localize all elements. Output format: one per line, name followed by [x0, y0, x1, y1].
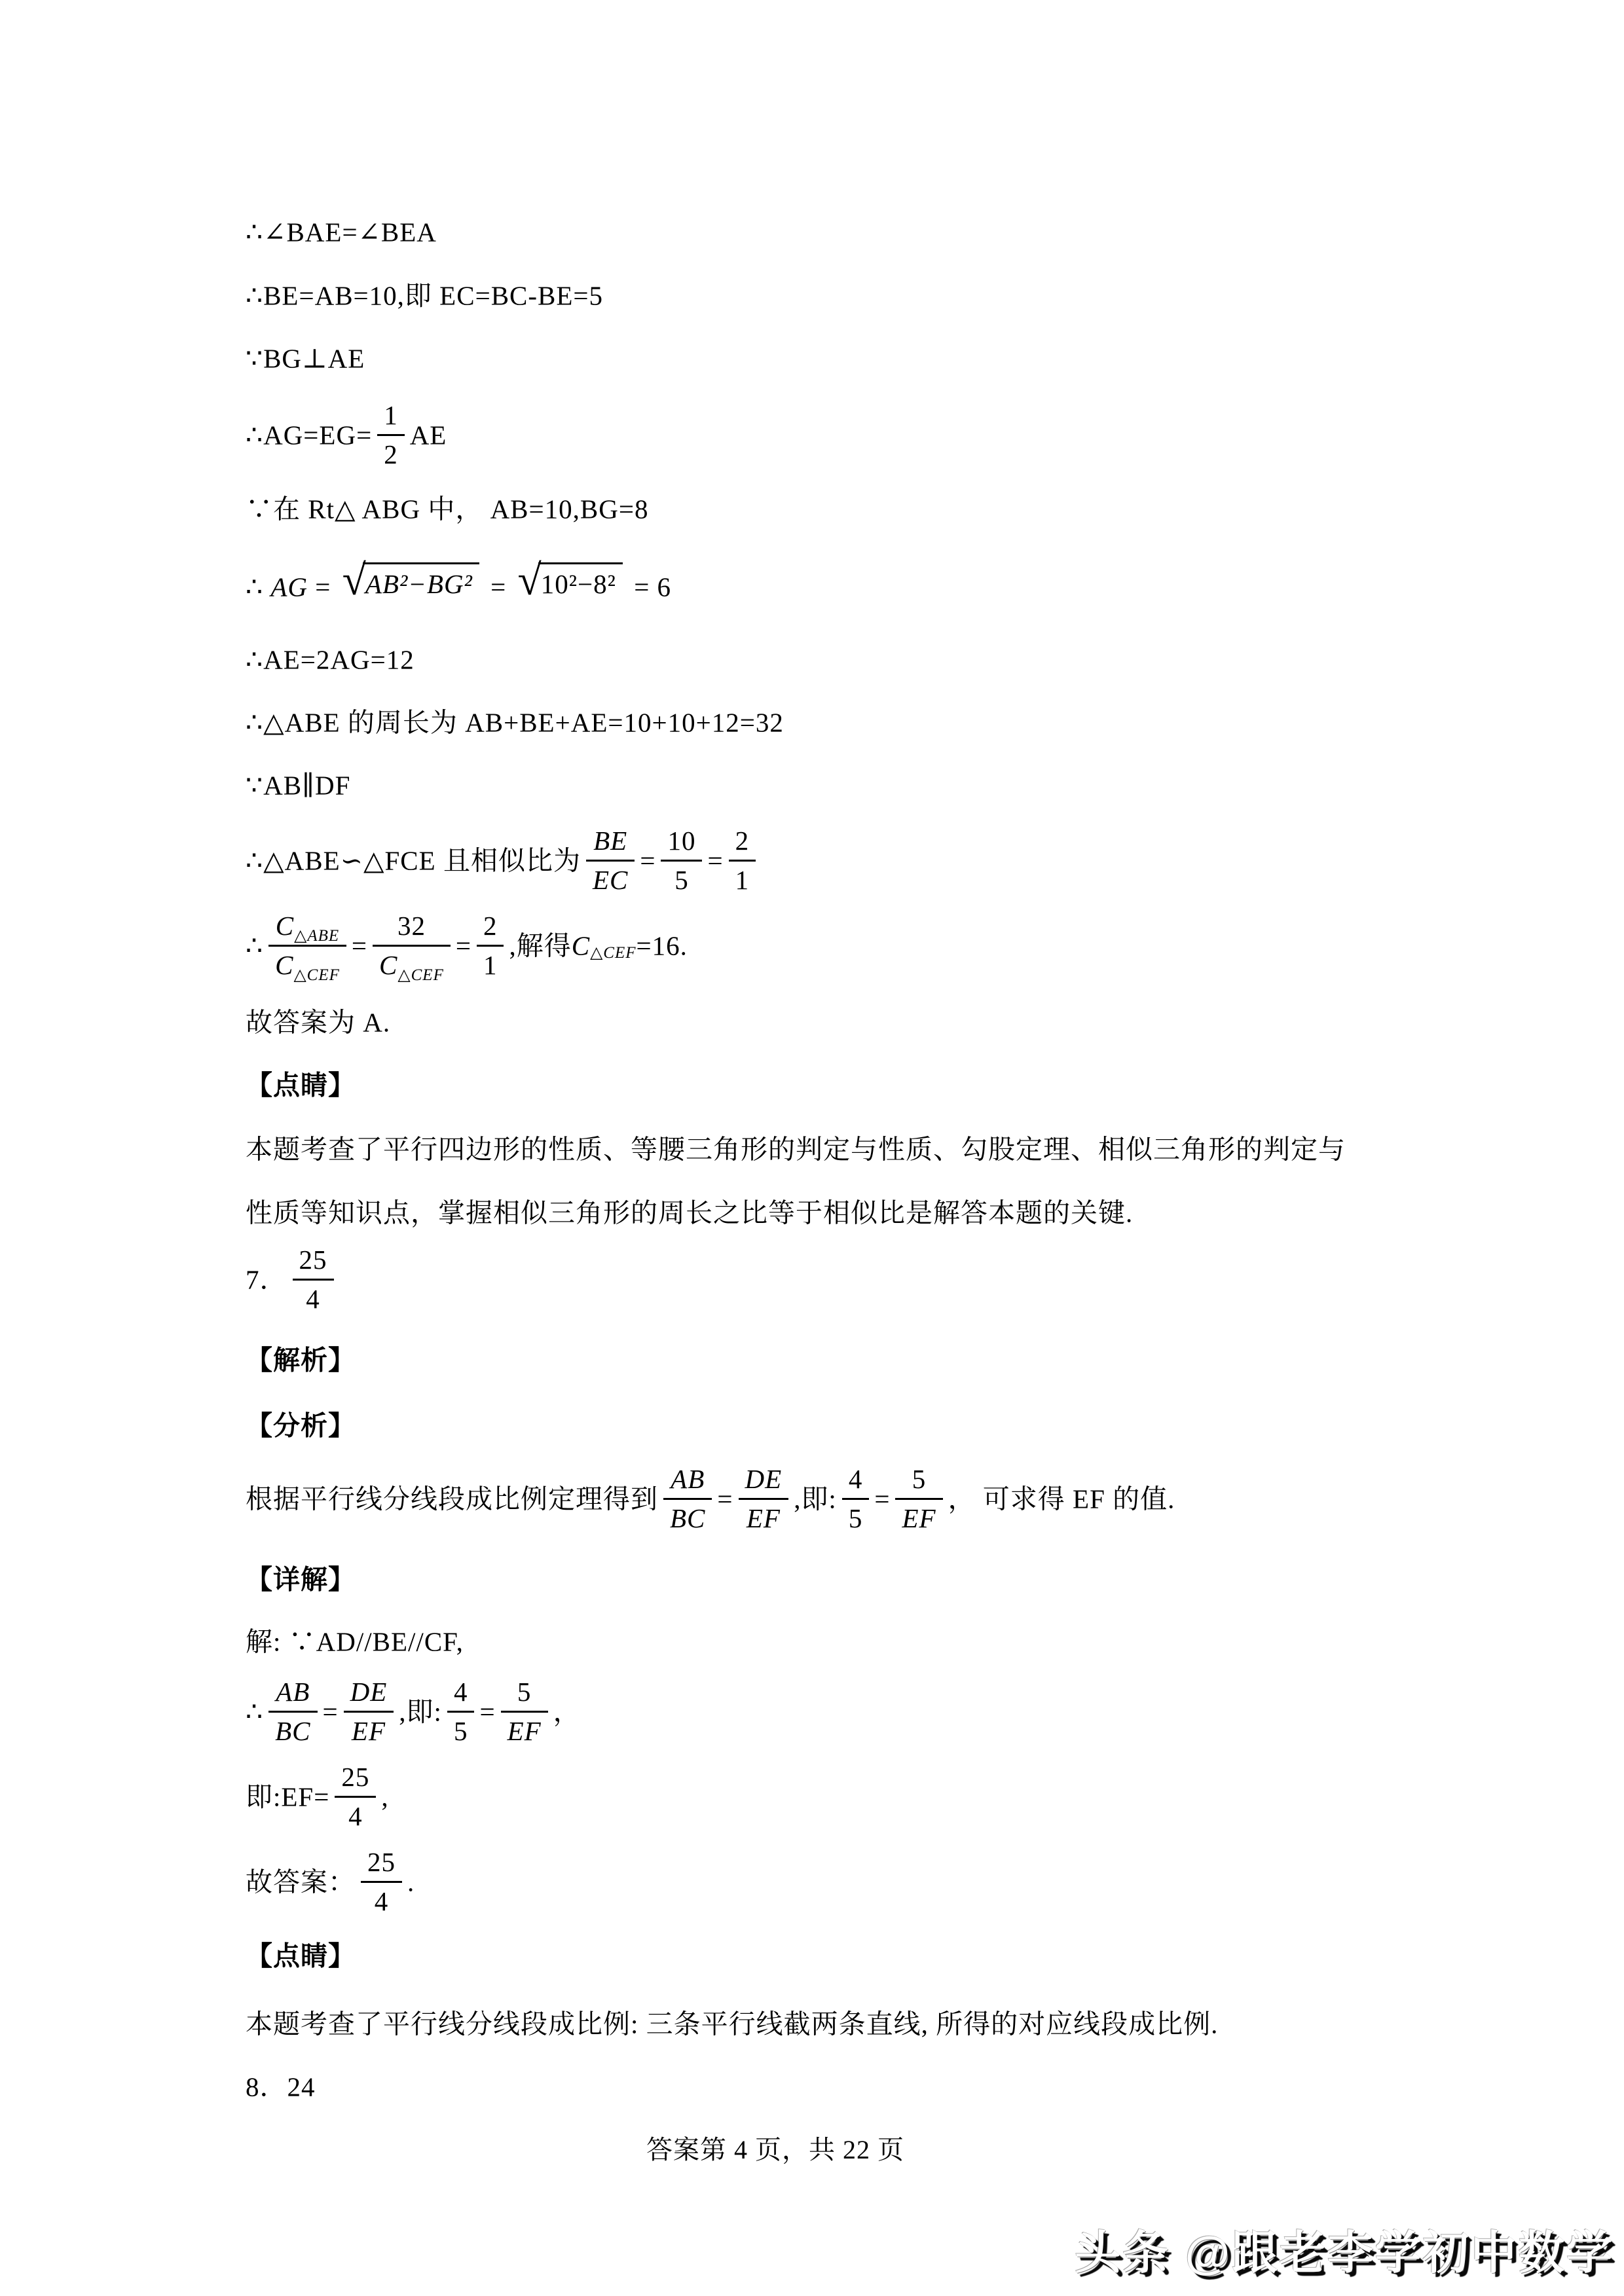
- fraction-25-4: $\frac{25}{4}$: [361, 1846, 402, 1918]
- fraction-de-ef: $\frac{DE}{EF}$: [739, 1463, 789, 1535]
- proof-line-bg-perp-ae: ∵BG⊥AE: [246, 343, 365, 374]
- fraction-be-ec: $\frac{BE}{EC}$: [586, 824, 635, 897]
- proof-line-pythagoras: ∴ AG = √AB²−BG² = √10²−8² = 6: [246, 559, 671, 612]
- fraction-4-5: $\frac{4}{5}$: [842, 1463, 870, 1535]
- solution-line-proportion: ∴ $\frac{AB}{BC}$ = $\frac{DE}{EF}$ ,即: $\frac{4}{5}$ = $\frac{5}{EF}$ ，: [246, 1671, 581, 1750]
- fraction-32-c-cef: $\frac{32}{C_{\triangle CEF}}$: [373, 909, 451, 982]
- fraction-c-abe-c-cef: $\frac{C_{\triangle ABE}}{C_{\triangle CEF}}$: [268, 909, 346, 982]
- answer-statement-6: 故答案为 A.: [246, 1007, 391, 1038]
- fraction-2-1: $\frac{2}{1}$: [729, 824, 756, 897]
- fraction-2-1: $\frac{2}{1}$: [477, 909, 504, 982]
- fraction-ab-bc: $\frac{AB}{BC}$: [663, 1463, 712, 1535]
- proof-line-ab-parallel-df: ∵AB∥DF: [246, 770, 351, 801]
- answer-7: 7． $\frac{25}{4}$: [246, 1239, 339, 1318]
- watermark: 头条 @跟老李学初中数学: [1075, 2227, 1614, 2278]
- radical-sign: √: [517, 556, 542, 604]
- comment-paragraph-line-1: 本题考查了平行四边形的性质、等腰三角形的判定与性质、勾股定理、相似三角形的判定与: [246, 1134, 1346, 1165]
- section-header-dianjing-1: 【点睛】: [246, 1070, 356, 1101]
- radical-sign: √: [342, 556, 367, 604]
- fraction-4-5: $\frac{4}{5}$: [447, 1675, 475, 1748]
- sqrt-102-82: √10²−8²: [517, 562, 622, 612]
- section-header-xiangjie: 【详解】: [246, 1564, 356, 1595]
- proof-line-angle-equality: ∴∠BAE=∠BEA: [246, 217, 437, 247]
- fraction-25-4: $\frac{25}{4}$: [293, 1243, 334, 1316]
- proof-line-ae-2ag: ∴AE=2AG=12: [246, 644, 415, 675]
- footer-page-number: 答案第 4 页，共 22 页: [646, 2135, 904, 2164]
- fraction-5-ef: $\frac{5}{EF}$: [895, 1463, 942, 1535]
- proof-line-ag-eg: ∴AG=EG= $\frac{1}{2}$ AE: [246, 394, 447, 473]
- section-header-fenxi: 【分析】: [246, 1410, 356, 1441]
- fraction-5-ef: $\frac{5}{EF}$: [501, 1675, 548, 1748]
- fraction-25-4: $\frac{25}{4}$: [335, 1760, 376, 1833]
- fraction-ab-bc: $\frac{AB}{BC}$: [268, 1675, 317, 1748]
- section-header-dianjing-2: 【点睛】: [246, 1941, 356, 1971]
- proof-line-be-ab: ∴BE=AB=10,即 EC=BC-BE=5: [246, 280, 604, 311]
- proof-line-perimeter-ratio: ∴ $\frac{C_{\triangle ABE}}{C_{\triangle CEF}}$ = $\frac{32}{C_{\triangle CEF}}$ = $\frac{2}{1}$ ,解得$C_{\triangle CEF}=16$.: [246, 910, 688, 985]
- answer-8: 8．24: [246, 2071, 316, 2102]
- fraction-one-half: $\frac{1}{2}$: [377, 399, 405, 471]
- sqrt-ab2-bg2: √AB²−BG²: [342, 562, 479, 612]
- solution-line-ef-value: 即:EF= $\frac{25}{4}$ ,: [246, 1756, 389, 1835]
- analysis-line: 根据平行线分线段成比例定理得到 $\frac{AB}{BC}$ = $\frac{DE}{EF}$ ,即: $\frac{4}{5}$ = $\frac{5}{EF}$ ， 可求得 EF 的值.: [246, 1458, 1175, 1537]
- comment-paragraph-line-2: 性质等知识点，掌握相似三角形的周长之比等于相似比是解答本题的关键.: [246, 1197, 1134, 1228]
- solution-line-parallel: 解: ∵AD//BE//CF,: [246, 1626, 464, 1657]
- proof-line-perimeter: ∴△ABE 的周长为 AB+BE+AE=10+10+12=32: [246, 707, 784, 738]
- proof-line-rt-triangle: ∵在 Rt△ ABG 中， AB=10,BG=8: [246, 494, 649, 524]
- answer-statement-7: 故答案： $\frac{25}{4}$ .: [246, 1841, 415, 1920]
- section-header-jiexi: 【解析】: [246, 1345, 356, 1376]
- fraction-10-5: $\frac{10}{5}$: [661, 824, 702, 897]
- fraction-de-ef: $\frac{DE}{EF}$: [344, 1675, 394, 1748]
- proof-line-similar-ratio: ∴△ABE∽△FCE 且相似比为 $\frac{BE}{EC}$ = $\frac{10}{5}$ = $\frac{2}{1}$: [246, 820, 761, 899]
- comment-paragraph-line-3: 本题考查了平行线分线段成比例: 三条平行线截两条直线, 所得的对应线段成比例.: [246, 2009, 1219, 2039]
